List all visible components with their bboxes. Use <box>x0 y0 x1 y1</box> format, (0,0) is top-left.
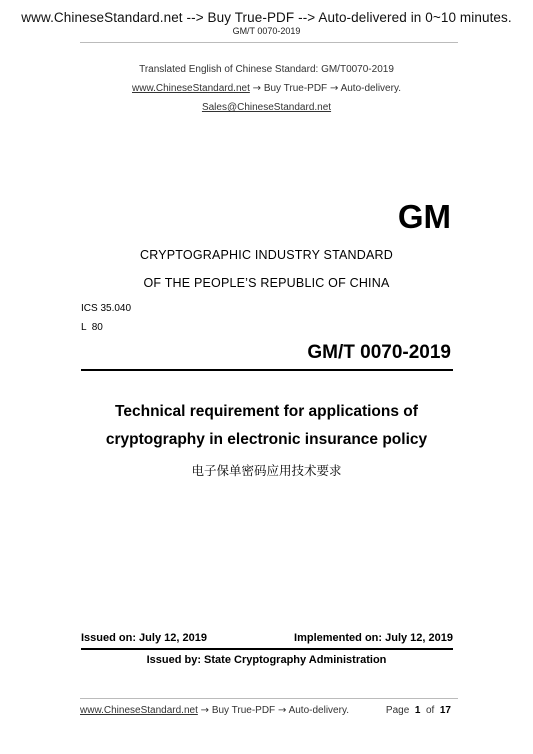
page-of: of <box>425 705 435 716</box>
page-label: Page <box>385 705 410 716</box>
dates-row <box>81 632 453 644</box>
footer-links <box>80 705 349 716</box>
email-link[interactable]: Sales@ChineseStandard.net <box>201 102 332 113</box>
arrow-right-icon: → <box>200 705 210 716</box>
arrow-right-icon: → <box>277 705 287 716</box>
title-line-2: cryptography in electronic insurance policy <box>105 431 428 448</box>
email-line <box>0 102 533 113</box>
header-divider <box>80 42 458 43</box>
translated-line: Translated English of Chinese Standard: GM/T0070-2019 <box>139 64 394 75</box>
page-indicator <box>386 705 451 716</box>
title-line-1: Technical requirement for applications of <box>115 403 418 420</box>
gm-mark: GM <box>397 198 451 235</box>
page-total: 17 <box>439 705 451 716</box>
footer-site-link[interactable]: www.ChineseStandard.net <box>80 705 198 716</box>
standard-number: GM/T 0070-2019 <box>307 342 451 363</box>
footer-buy-text: Buy True-PDF <box>211 705 276 716</box>
auto-delivery-text: Auto-delivery. <box>340 83 401 94</box>
footer-divider <box>80 698 458 699</box>
header-doc-code: GM/T 0070-2019 <box>232 26 301 36</box>
class-code: L 80 <box>81 322 103 333</box>
issued-on: Issued on: July 12, 2019 <box>81 632 207 644</box>
dates-divider <box>81 648 453 650</box>
intro-link-line <box>0 83 533 94</box>
implemented-on: Implemented on: July 12, 2019 <box>294 632 453 644</box>
title-divider <box>81 369 453 371</box>
page-current: 1 <box>414 705 421 716</box>
top-banner: www.ChineseStandard.net --> Buy True-PDF --> Auto-delivered in 0~10 minutes. <box>21 10 512 25</box>
issued-by: Issued by: State Cryptography Administration <box>146 654 387 666</box>
ics-code: ICS 35.040 <box>81 303 132 314</box>
standard-line-2: OF THE PEOPLE’S REPUBLIC OF CHINA <box>143 276 390 290</box>
site-link[interactable]: www.ChineseStandard.net <box>132 83 250 94</box>
standard-line-1: CRYPTOGRAPHIC INDUSTRY STANDARD <box>139 248 393 262</box>
buy-true-pdf-text: Buy True-PDF <box>263 83 328 94</box>
title-chinese: 电子保单密码应用技术要求 <box>191 463 342 478</box>
arrow-right-icon: → <box>329 83 339 94</box>
footer-delivery-text: Auto-delivery. <box>288 705 349 716</box>
arrow-right-icon: → <box>252 83 262 94</box>
